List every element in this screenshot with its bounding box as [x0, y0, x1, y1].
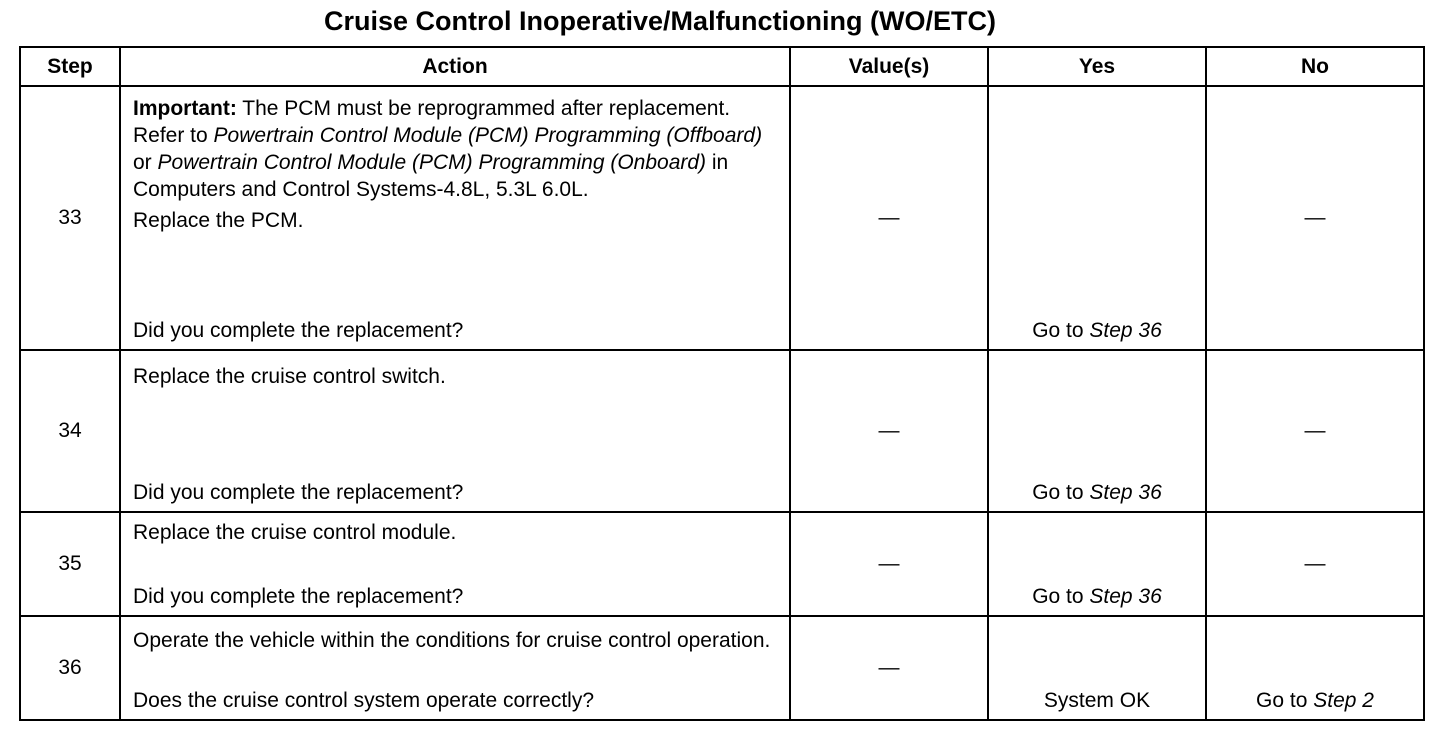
diagnostic-table — [19, 46, 1425, 721]
header-yes: Yes — [988, 47, 1206, 86]
no-cell: — — [1206, 86, 1424, 350]
action-cell — [120, 512, 790, 616]
no-step-link: Step 2 — [1313, 689, 1374, 712]
no-cell — [1206, 616, 1424, 720]
instruction-text: Operate the vehicle within the conditions for cruise control operation. — [133, 629, 771, 652]
yes-prefix: Go to — [1032, 585, 1090, 608]
table-row-step-34 — [20, 350, 1424, 512]
question-text: Did you complete the replacement? — [133, 585, 464, 608]
header-step: Step — [20, 47, 120, 86]
instruction-text: Replace the cruise control module. — [133, 521, 457, 544]
yes-prefix: Go to — [1032, 319, 1090, 342]
instruction-text: Replace the PCM. — [133, 209, 304, 232]
instruction-text: Replace the cruise control switch. — [133, 365, 446, 388]
reference-onboard: Powertrain Control Module (PCM) Programming (Onboard) — [157, 151, 707, 174]
important-text-2: in Computers and Control Systems-4.8L, 5.3L 6.0L. — [133, 151, 729, 201]
values-cell: — — [790, 616, 988, 720]
no-cell: — — [1206, 512, 1424, 616]
page-title: Cruise Control Inoperative/Malfunctioning (WO/ETC) — [324, 6, 996, 36]
table-row-step-36 — [20, 616, 1424, 720]
step-number: 34 — [20, 350, 120, 512]
reference-offboard: Powertrain Control Module (PCM) Programming (Offboard) — [213, 124, 763, 147]
table-row-step-35 — [20, 512, 1424, 616]
yes-cell — [988, 350, 1206, 512]
header-action: Action — [120, 47, 790, 86]
header-row — [20, 47, 1424, 86]
header-no: No — [1206, 47, 1424, 86]
step-number: 33 — [20, 86, 120, 350]
step-number: 35 — [20, 512, 120, 616]
no-cell: — — [1206, 350, 1424, 512]
important-text-1: The PCM must be reprogrammed after replacement. Refer to — [133, 97, 731, 147]
yes-cell — [988, 616, 1206, 720]
header-values: Value(s) — [790, 47, 988, 86]
yes-step-link: Step 36 — [1089, 585, 1162, 608]
step-number: 36 — [20, 616, 120, 720]
action-cell — [120, 86, 790, 350]
no-prefix: Go to — [1256, 689, 1314, 712]
action-cell — [120, 616, 790, 720]
or-text: or — [133, 151, 158, 174]
important-note — [129, 95, 781, 203]
important-label: Important: — [133, 97, 237, 120]
question-text: Did you complete the replacement? — [133, 481, 464, 504]
table-row-step-33 — [20, 86, 1424, 350]
yes-cell — [988, 86, 1206, 350]
yes-prefix: Go to — [1032, 481, 1090, 504]
question-text: Did you complete the replacement? — [133, 319, 464, 342]
question-text: Does the cruise control system operate correctly? — [133, 689, 595, 712]
values-cell: — — [790, 512, 988, 616]
yes-text: System OK — [1043, 689, 1151, 712]
action-cell — [120, 350, 790, 512]
yes-step-link: Step 36 — [1089, 481, 1162, 504]
values-cell: — — [790, 350, 988, 512]
values-cell: — — [790, 86, 988, 350]
yes-step-link: Step 36 — [1089, 319, 1162, 342]
yes-cell — [988, 512, 1206, 616]
